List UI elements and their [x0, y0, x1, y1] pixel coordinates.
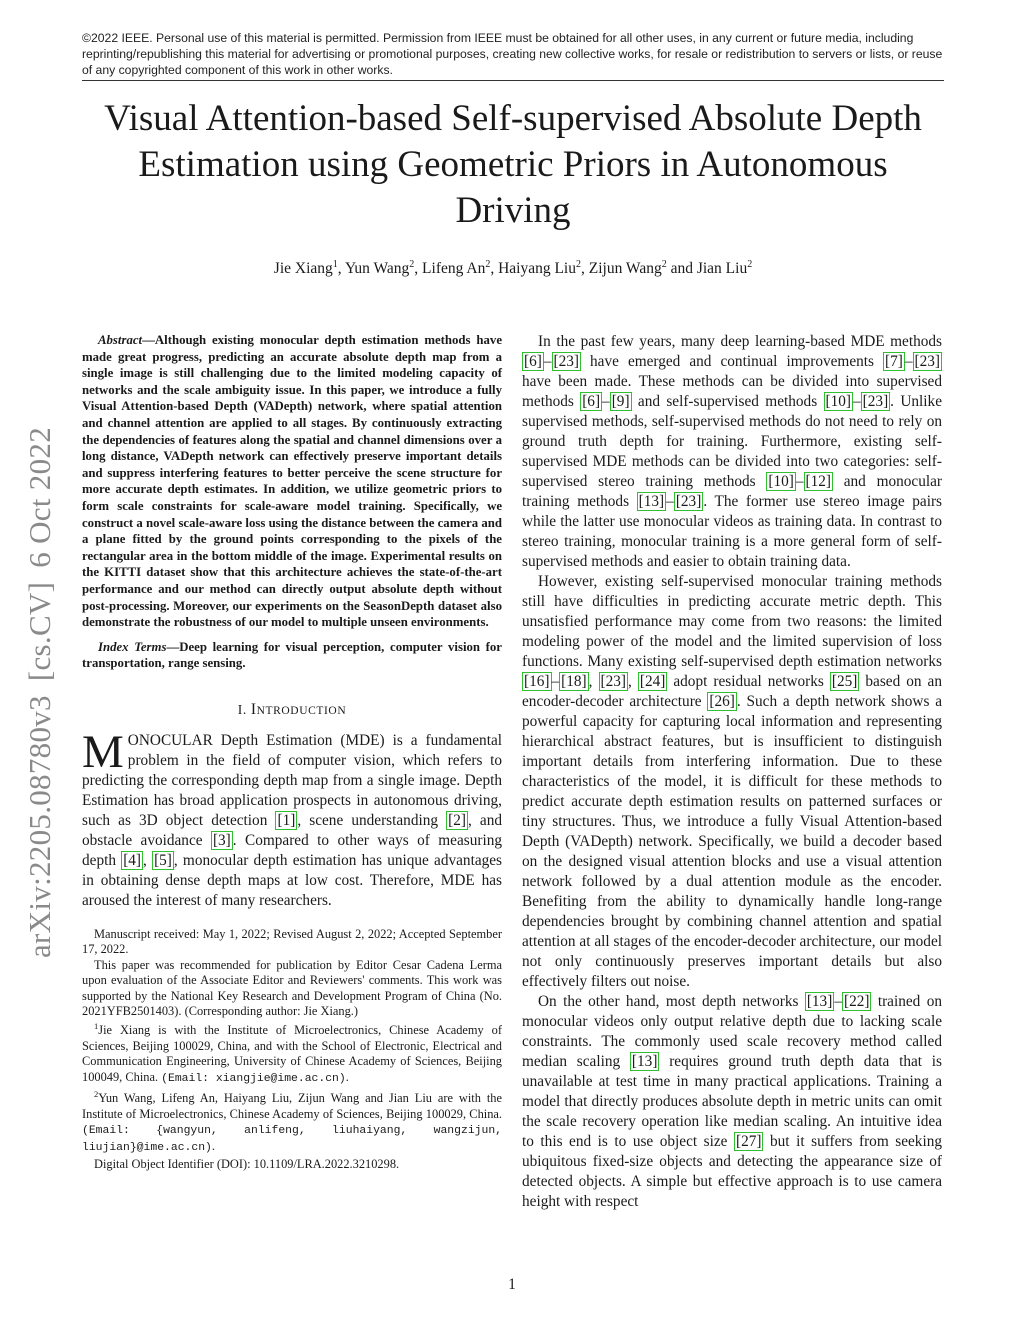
citation-link[interactable]: [18]: [561, 673, 587, 690]
citation-link[interactable]: [24]: [639, 673, 666, 690]
arxiv-category: [cs.CV]: [22, 581, 57, 682]
abstract-text: —Although existing monocular depth estimation methods have made great progress, predicting an accurate absolute depth map from a single image is still challenging due to the limited modeling capacity of networks and the scale ambiguity issue. In this paper, we introduce a fully Visual Attention-based Depth (VADepth) network, where spatial attention and channel attention are applied to all stages. By continuously extracting the dependencies of features along the spatial and channel dimensions over a long distance, VADepth network can effectively preserve important details and suppress interfering features to better perceive the scene structure for more accurate depth estimates. In addition, we utilize geometric priors to form scale constraints for scale-aware model training. Specifically, we construct a novel scale-aware loss using the distance between the camera and a plane fitted by the ground points corresponding to the pixels of the rectangular area in the bottom middle of the image. Experimental results on the KITTI dataset show that this architecture achieves the state-of-the-art performance and our method can directly output absolute depth without post-processing. Moreover, our experiments on the SeasonDepth dataset also demonstrate the robustness of our model to multiple unseen environments.: [82, 333, 502, 630]
section-numeral: I.: [237, 701, 247, 717]
body-paragraph: [522, 572, 942, 992]
citation-link[interactable]: [5]: [154, 851, 172, 869]
body-paragraph: [522, 992, 942, 1212]
author-list: Jie Xiang$^1$, Yun Wang$^2$, Lifeng An$^2$, Haiyang Liu$^2$, Zijun Wang$^2$ and Jian Liu$^2$: [273, 259, 753, 278]
right-column: [522, 332, 942, 1212]
citation-link[interactable]: [25]: [831, 673, 858, 690]
header-rule: [82, 80, 944, 81]
author-name: Haiyang Liu: [498, 260, 576, 278]
paragraph-text: have emerged and continual improvements: [581, 353, 883, 370]
author-name: Zijun Wang: [588, 260, 662, 278]
citation-link[interactable]: [16]: [524, 673, 550, 690]
paragraph-text: and self-supervised methods: [631, 393, 824, 410]
paragraph-text: However, existing self-supervised monocular training methods still have difficulties in predicting accurate metric depth. This unsatisfied performance may come from two reasons: the limited modeling power of the model and the limited supervision of loss functions. Many existing self-supervised depth estimation networks: [522, 573, 942, 670]
copyright-notice: ©2022 IEEE. Personal use of this material is permitted. Permission from IEEE must be obtained for all other uses, in any current or future media, including reprinting/republishing this material for advertising or promotional purposes, creating new collective works, for resale or redistribution to servers or lists, or reuse of any copyrighted component of this work in other works.: [82, 31, 943, 77]
left-column: [82, 332, 502, 1172]
citation-link[interactable]: [23]: [862, 393, 889, 410]
arxiv-stamp: [22, 413, 58, 958]
citation-link[interactable]: [23]: [553, 353, 579, 370]
arxiv-id: arXiv:2205.08780v3: [22, 695, 57, 958]
author-affiliation-mark: 2: [576, 259, 581, 270]
paragraph-text: trained on monocular videos only output relative depth due to lacking scale constraints. The commonly used scale recovery method called median scaling: [522, 993, 942, 1070]
index-terms: [82, 639, 502, 672]
citation-link[interactable]: [2]: [448, 811, 466, 829]
email-group[interactable]: (Email: {wangyun, anlifeng, liuhaiyang, wangzijun, liujian}@ime.ac.cn): [82, 1125, 502, 1155]
footnote-affiliation-1: $^1$Jie Xiang is with the Institute of Microelectronics, Chinese Academy of Sciences, Beijing 100029, China, and with the School of Electronic, Electrical and Communication Engineering, University of Chinese Academy of Sciences, Beijing 100049, China. (Email: xiangjie@ime.ac.cn).: [82, 1021, 502, 1085]
citation-link[interactable]: [13]: [806, 993, 833, 1010]
citation-link[interactable]: [7]: [885, 353, 903, 370]
citation-link[interactable]: [23]: [675, 493, 702, 510]
author-name: Lifeng An: [422, 260, 486, 278]
index-terms-label: Index Terms: [98, 639, 167, 654]
paragraph-text: –: [795, 473, 804, 490]
citation-link[interactable]: [13]: [638, 493, 665, 510]
paragraph-text: , and obstacle avoidance: [82, 811, 502, 849]
index-terms-text: —Deep learning for visual perception, computer vision for transportation, range sensing.: [82, 639, 502, 671]
body-paragraph: [522, 332, 942, 572]
footnote-affiliation-2: $^2$Yun Wang, Lifeng An, Haiyang Liu, Zijun Wang and Jian Liu are with the Institute of Microelectronics, Chinese Academy of Sciences, Beijing 100029, China. (Email: {wangyun, anlifeng, liuhaiyang, wangzijun, liujian}@ime.ac.cn).: [82, 1089, 502, 1155]
citation-link[interactable]: [22]: [843, 993, 870, 1010]
paper-title: Visual Attention-based Self-supervised Absolute Depth Estimation using Geometric Priors in Autonomous Driving: [104, 98, 922, 231]
dropcap: M: [82, 725, 124, 778]
paragraph-text: but it suffers from seeking ubiquitous fixed-size objects and detecting the appearance size of detected objects. A simple but effective approach is to use camera height with respect: [522, 1133, 942, 1210]
author-name: Jian Liu: [696, 260, 748, 278]
email-xiang[interactable]: (Email: xiangjie@ime.ac.cn): [161, 1072, 346, 1085]
abstract: [82, 332, 502, 631]
footnote-manuscript: Manuscript received: May 1, 2022; Revised August 2, 2022; Accepted September 17, 2022.: [82, 926, 502, 957]
page-number: 1: [508, 1276, 516, 1293]
footnotes: [82, 927, 502, 1172]
citation-link[interactable]: [4]: [123, 851, 142, 869]
paragraph-text: and monocular training methods: [522, 473, 942, 510]
author-affiliation-mark: 2: [409, 259, 415, 270]
paragraph-text: –: [904, 353, 913, 370]
paragraph-text: ONOCULAR Depth Estimation (MDE) is a fundamental problem in the field of computer vision, which refers to predicting the corresponding depth map from a single image. Depth Estimation has broad application prospects in autonomous driving, such as 3D object detection: [82, 731, 502, 829]
citation-link[interactable]: [23]: [914, 353, 940, 370]
citation-link[interactable]: [6]: [524, 353, 542, 370]
paragraph-text: ,: [628, 673, 638, 690]
author-name: Jie Xiang: [273, 260, 333, 278]
author-affiliation-mark: 2: [747, 259, 753, 270]
paragraph-text: On the other hand, most depth networks: [538, 993, 805, 1010]
paragraph-text: , scene understanding: [297, 811, 447, 829]
paragraph-text: –: [834, 993, 842, 1010]
paragraph-text: –: [602, 393, 610, 410]
citation-link[interactable]: [1]: [277, 811, 296, 829]
paragraph-text: requires ground truth depth data that is unavailable at test time in many practical applications. Training a model that directly produces absolute depth in metric units can omit the scale recovery operation like median scaling. An intuitive idea to this end is to use object size: [522, 1053, 942, 1150]
footnote-recommendation: This paper was recommended for publication by Editor Cesar Cadena Lerma upon evaluation of the Associate Editor and Reviewers' comments. This work was supported by the National Key Research and Development Program of China (No. 2021YFB2501403). (Corresponding author: Jie Xiang.): [82, 957, 502, 1018]
citation-link[interactable]: [3]: [212, 831, 231, 849]
footnote-doi: Digital Object Identifier (DOI): 10.1109/LRA.2022.3210298.: [94, 1156, 400, 1171]
citation-link[interactable]: [13]: [631, 1053, 658, 1070]
paragraph-text: In the past few years, many deep learning-based MDE methods: [538, 333, 942, 350]
citation-link[interactable]: [10]: [768, 473, 794, 490]
paragraph-text: ,: [588, 673, 599, 690]
citation-link[interactable]: [12]: [805, 473, 831, 490]
citation-link[interactable]: [6]: [582, 393, 601, 410]
paragraph-text: –: [543, 353, 552, 370]
paragraph-text: . Such a depth network shows a powerful capacity for capturing local information and representing hierarchical abstract features, but is insufficient to distinguish important details from interfering information. Due to these characteristics of the model, it is difficult for these methods to predict accurate depth estimation results on patterned surfaces or tiny structures. Thus, we introduce a fully Visual Attention-based Depth (VADepth) network. Specifically, we build a decoder based on the designed visual attention blocks and use a visual attention network followed by a dual attention module as the encoder. Benefiting from the ability to dynamically handle long-range dependencies brought by combining channel attention and spatial attention at all stages of the encoder-decoder architecture, our model not only continuously preserves important details but also effectively filters out noise.: [522, 693, 942, 990]
author-name: Yun Wang: [344, 260, 410, 278]
paragraph-text: adopt residual networks: [667, 673, 830, 690]
author-affiliation-mark: 2: [485, 259, 491, 270]
citation-link[interactable]: [26]: [709, 693, 735, 710]
citation-link[interactable]: [9]: [611, 393, 630, 410]
paragraph-text: based on an encoder-decoder architecture: [522, 673, 942, 710]
citation-link[interactable]: [10]: [825, 393, 852, 410]
paragraph-text: –: [551, 673, 560, 690]
paragraph-text: ,: [143, 851, 153, 869]
section-heading-introduction: [82, 700, 502, 721]
citation-link[interactable]: [23]: [600, 673, 626, 690]
paragraph-text: . The former use stereo image pairs while the latter use monocular videos as training data. In contrast to stereo training, monocular training is a more general form of self-supervised methods and easier to obtain training data.: [522, 493, 942, 570]
author-affiliation-mark: 2: [661, 259, 667, 270]
paragraph-text: have been made. These methods can be divided into supervised methods: [522, 373, 942, 410]
arxiv-date: 6 Oct 2022: [22, 426, 57, 568]
paragraph-text: . Compared to other ways of measuring depth: [82, 831, 502, 869]
paragraph-text: –: [666, 493, 674, 510]
paragraph-text: –: [853, 393, 861, 410]
section-name: INTRODUCTION: [250, 700, 347, 718]
author-affiliation-mark: 1: [332, 259, 338, 270]
paragraph-text: , monocular depth estimation has unique advantages in obtaining dense depth maps at low cost. Therefore, MDE has aroused the interest of many researchers.: [82, 851, 502, 909]
citation-link[interactable]: [27]: [735, 1133, 762, 1150]
abstract-label: Abstract: [98, 333, 143, 347]
paragraph-text: . Unlike supervised methods, self-supervised methods do not need to rely on ground truth depth for training. Furthermore, existing self-supervised MDE methods can be divided into two categories: self-supervised stereo training methods: [522, 393, 942, 490]
intro-paragraph: [82, 725, 502, 911]
